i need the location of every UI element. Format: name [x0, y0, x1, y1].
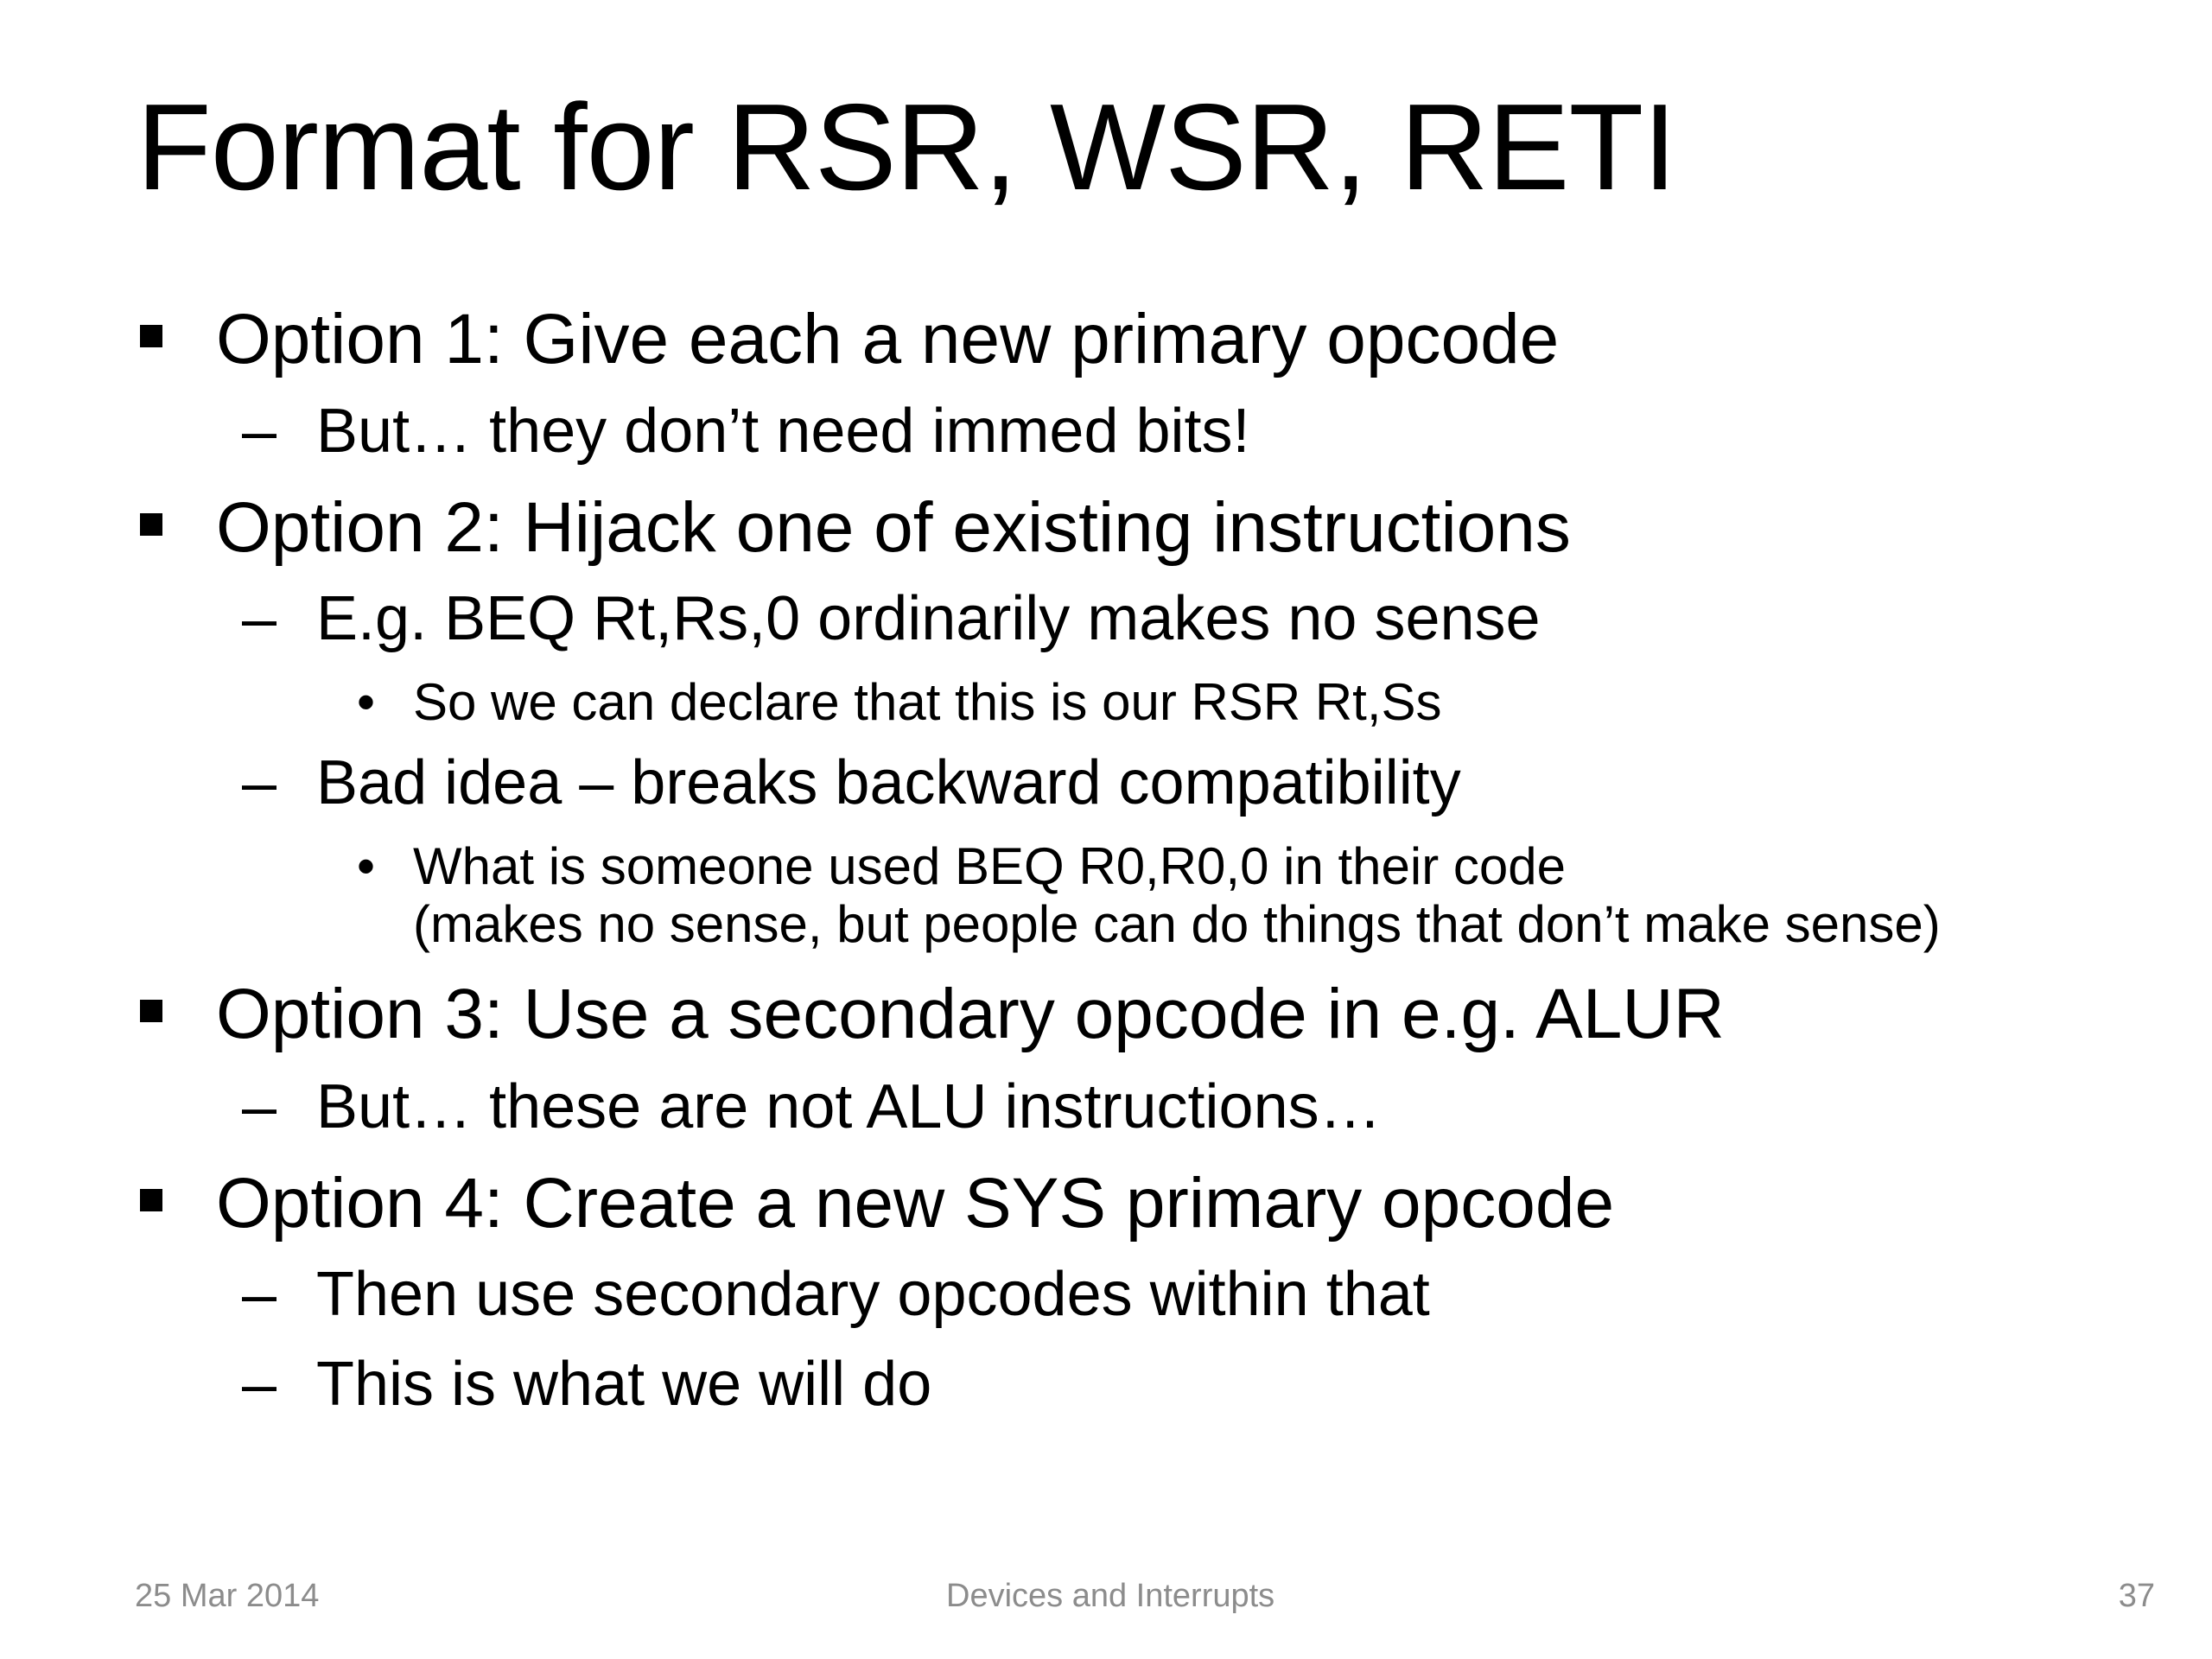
bullet-text: (makes no sense, but people can do things that don’t make sense): [413, 895, 1941, 953]
square-bullet-icon: [140, 1189, 162, 1211]
slide-title: Format for RSR, WSR, RETI: [137, 79, 1676, 216]
bullet-level-1: [216, 1164, 1615, 1243]
bullet-level-1: [216, 300, 1560, 378]
footer-topic: Devices and Interrupts: [946, 1578, 1275, 1614]
bullet-level-2: [242, 1260, 1430, 1329]
dash-bullet-icon: –: [242, 584, 277, 653]
dash-bullet-icon: –: [242, 1350, 277, 1419]
bullet-text: What is someone used BEQ R0,R0,0 in their code: [413, 837, 1567, 895]
bullet-text: So we can declare that this is our RSR Rt,Ss: [413, 673, 1442, 731]
bullet-text: Option 4: Create a new SYS primary opcode: [216, 1164, 1615, 1243]
bullet-level-2: [242, 1350, 932, 1419]
dash-bullet-icon: –: [242, 1072, 277, 1141]
bullet-level-2: [242, 584, 1541, 653]
footer-date: 25 Mar 2014: [135, 1578, 320, 1614]
bullet-text: But… these are not ALU instructions…: [316, 1072, 1382, 1141]
bullet-text: Bad idea – breaks backward compatibility: [316, 748, 1461, 817]
footer-page-number: 37: [2118, 1578, 2155, 1614]
bullet-level-1: [216, 488, 1571, 567]
square-bullet-icon: [140, 513, 162, 536]
dash-bullet-icon: –: [242, 397, 277, 466]
bullet-level-1: [216, 975, 1725, 1053]
bullet-text: Option 3: Use a secondary opcode in e.g. ALUR: [216, 975, 1725, 1053]
square-bullet-icon: [140, 325, 162, 347]
bullet-text: This is what we will do: [316, 1350, 932, 1419]
dash-bullet-icon: –: [242, 1260, 277, 1329]
bullet-level-3: [357, 837, 1567, 895]
bullet-level-2: [242, 397, 1250, 466]
bullet-text: But… they don’t need immed bits!: [316, 397, 1250, 466]
bullet-level-2: [242, 748, 1461, 817]
bullet-text: Option 2: Hijack one of existing instructions: [216, 488, 1571, 567]
bullet-text: Then use secondary opcodes within that: [316, 1260, 1430, 1329]
bullet-level-2: [242, 1072, 1382, 1141]
square-bullet-icon: [140, 1000, 162, 1022]
bullet-level-3: [357, 673, 1442, 731]
dot-bullet-icon: •: [357, 837, 376, 895]
bullet-text: E.g. BEQ Rt,Rs,0 ordinarily makes no sense: [316, 584, 1541, 653]
bullet-text: Option 1: Give each a new primary opcode: [216, 300, 1560, 378]
bullet-continuation: [413, 895, 1941, 953]
dot-bullet-icon: •: [357, 673, 376, 731]
dash-bullet-icon: –: [242, 748, 277, 817]
